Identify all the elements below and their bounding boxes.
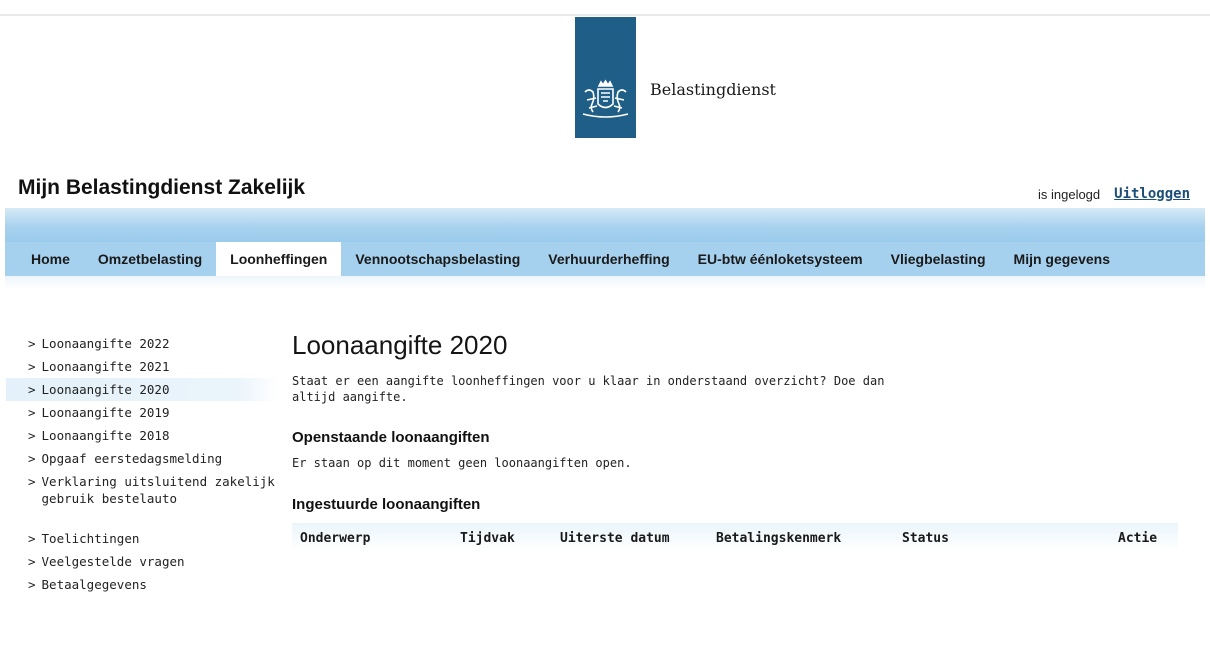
main-content	[292, 330, 1172, 551]
sidebar-item-opgaaf-eerstedagsmelding[interactable]	[28, 447, 278, 470]
chevron-right-icon: >	[28, 428, 36, 443]
sidebar-item-label: Opgaaf eerstedagsmelding	[41, 451, 223, 466]
top-divider	[0, 14, 1210, 16]
sidebar-item-label: Loonaangifte 2022	[41, 336, 170, 351]
tab-vennootschapsbelasting[interactable]: Vennootschapsbelasting	[355, 251, 521, 267]
sidebar-item-loonaangifte-2020[interactable]	[6, 378, 278, 401]
chevron-right-icon: >	[28, 382, 36, 397]
sidebar-item-label: Verklaring uitsluitend zakelijk gebruik bestelauto	[41, 474, 275, 506]
column-header-uiterste-datum: Uiterste datum	[560, 531, 670, 546]
tab-loonheffingen[interactable]: Loonheffingen	[216, 242, 341, 276]
tab-verhuurderheffing[interactable]: Verhuurderheffing	[548, 251, 670, 267]
sidebar-item-loonaangifte-2018[interactable]	[28, 424, 278, 447]
tab-eu-btw-eenloketsysteem[interactable]: EU-btw éénloketsysteem	[697, 251, 863, 267]
column-header-status: Status	[902, 531, 949, 546]
app-title: Mijn Belastingdienst Zakelijk	[18, 176, 306, 199]
main-nav	[5, 242, 1205, 277]
crest-icon	[577, 78, 634, 122]
sidebar	[28, 332, 278, 596]
logout-link[interactable]: Uitloggen	[1114, 186, 1190, 202]
sidebar-item-label: Betaalgegevens	[41, 577, 147, 592]
intro-text: Staat er een aangifte loonheffingen voor u klaar in onderstaand overzicht? Doe dan altijd aangifte.	[292, 374, 885, 404]
sidebar-item-loonaangifte-2022[interactable]	[28, 332, 278, 355]
sidebar-item-label: Loonaangifte 2018	[41, 428, 170, 443]
chevron-right-icon: >	[28, 474, 36, 489]
chevron-right-icon: >	[28, 531, 36, 546]
chevron-right-icon: >	[28, 451, 36, 466]
page-title: Loonaangifte 2020	[292, 330, 508, 360]
open-returns-heading: Openstaande loonaangiften	[292, 429, 490, 446]
sidebar-item-loonaangifte-2021[interactable]	[28, 355, 278, 378]
column-header-tijdvak: Tijdvak	[460, 531, 515, 546]
user-bar	[1038, 186, 1190, 202]
chevron-right-icon: >	[28, 336, 36, 351]
chevron-right-icon: >	[28, 405, 36, 420]
column-header-betalingskenmerk: Betalingskenmerk	[716, 531, 842, 546]
chevron-right-icon: >	[28, 554, 36, 569]
tab-home[interactable]: Home	[31, 251, 70, 267]
open-returns-text: Er staan op dit moment geen loonaangiften open.	[292, 456, 632, 470]
sidebar-item-label: Toelichtingen	[41, 531, 140, 546]
sent-returns-heading: Ingestuurde loonaangiften	[292, 496, 481, 513]
login-status: is ingelogd	[1037, 186, 1101, 202]
sidebar-item-toelichtingen[interactable]	[28, 527, 278, 550]
sent-returns-table-header	[292, 523, 1178, 551]
column-header-actie: Actie	[1118, 531, 1158, 546]
header-banner	[5, 208, 1205, 242]
column-header-onderwerp: Onderwerp	[300, 531, 371, 546]
sidebar-item-label: Loonaangifte 2019	[41, 405, 170, 420]
sidebar-item-label: Loonaangifte 2020	[41, 382, 170, 397]
chevron-right-icon: >	[28, 359, 36, 374]
tab-omzetbelasting[interactable]: Omzetbelasting	[97, 251, 203, 267]
sidebar-item-loonaangifte-2019[interactable]	[28, 401, 278, 424]
sidebar-item-label: Veelgestelde vragen	[41, 554, 185, 569]
sidebar-spacer	[28, 510, 278, 527]
tab-mijn-gegevens[interactable]: Mijn gegevens	[1013, 251, 1110, 267]
sidebar-item-label: Loonaangifte 2021	[41, 359, 170, 374]
sidebar-item-veelgestelde-vragen[interactable]	[28, 550, 278, 573]
chevron-right-icon: >	[28, 577, 36, 592]
tab-vliegbelasting[interactable]: Vliegbelasting	[890, 251, 986, 267]
nav-shadow	[5, 276, 1205, 290]
sidebar-item-betaalgegevens[interactable]	[28, 573, 278, 596]
sidebar-item-verklaring-bestelauto[interactable]	[28, 470, 278, 510]
logo-text: Belastingdienst	[650, 80, 776, 99]
